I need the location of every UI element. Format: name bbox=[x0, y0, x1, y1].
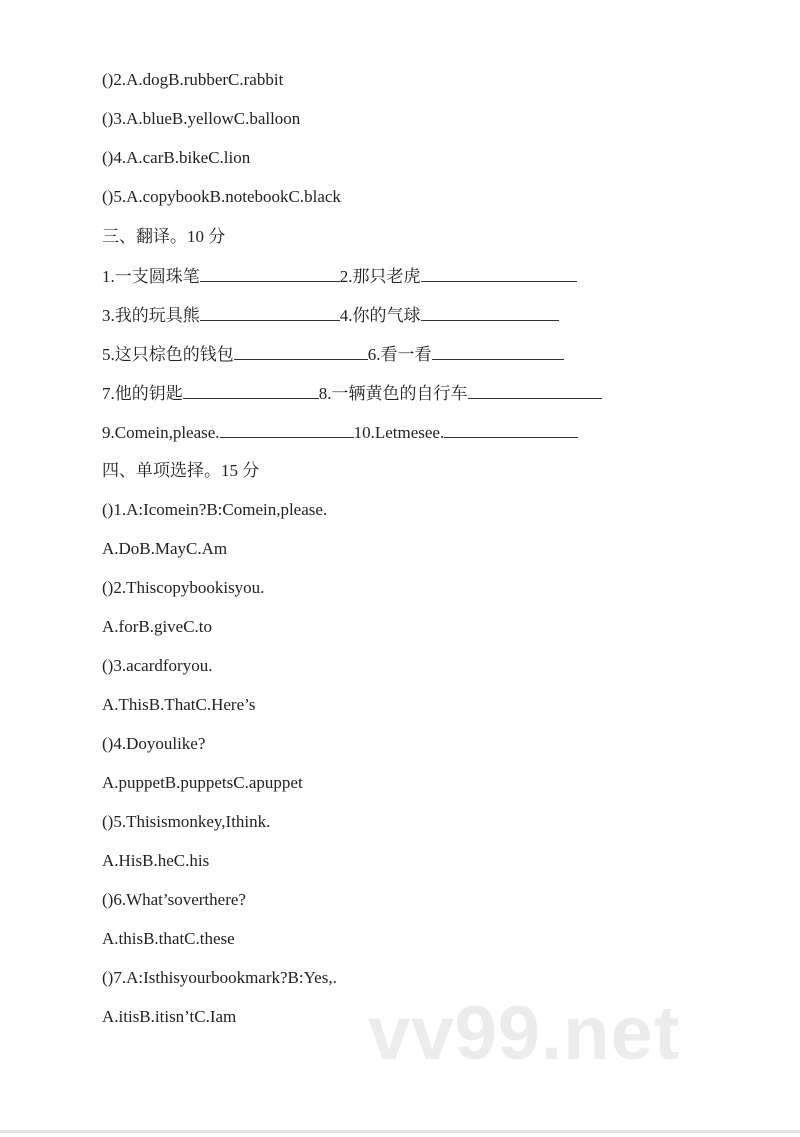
translation-prompt: 7.他的钥匙 bbox=[102, 384, 183, 403]
translation-prompt: 6.看一看 bbox=[367, 345, 432, 364]
translation-row bbox=[102, 265, 577, 288]
question-line: ()4.A.carB.bikeC.lion bbox=[102, 148, 251, 167]
question-line: ()4.Doyoulike? bbox=[102, 734, 206, 753]
translation-prompt: 1.一支圆珠笔 bbox=[102, 267, 200, 286]
translation-row bbox=[102, 421, 578, 444]
section-heading: 三、翻译。10 分 bbox=[102, 227, 226, 246]
question-line: ()7.A:Isthisyourbookmark?B:Yes,. bbox=[102, 968, 337, 987]
question-line: ()2.A.dogB.rubberC.rabbit bbox=[102, 70, 284, 89]
options-line: A.puppetB.puppetsC.apuppet bbox=[102, 773, 303, 792]
answer-blank[interactable] bbox=[234, 343, 368, 360]
translation-prompt: 8.一辆黄色的自行车 bbox=[318, 384, 468, 403]
watermark: vv99.net bbox=[368, 991, 681, 1076]
translation-prompt: 2.那只老虎 bbox=[339, 267, 421, 286]
answer-blank[interactable] bbox=[432, 343, 564, 360]
translation-row bbox=[102, 343, 564, 366]
options-line: A.HisB.heC.his bbox=[102, 851, 210, 870]
translation-row bbox=[102, 304, 559, 327]
answer-blank[interactable] bbox=[200, 265, 340, 282]
answer-blank[interactable] bbox=[421, 304, 559, 321]
options-line: A.DoB.MayC.Am bbox=[102, 539, 228, 558]
question-line: ()3.A.blueB.yellowC.balloon bbox=[102, 109, 301, 128]
answer-blank[interactable] bbox=[421, 265, 577, 282]
answer-blank[interactable] bbox=[200, 304, 340, 321]
question-line: ()5.Thisismonkey,Ithink. bbox=[102, 812, 271, 831]
options-line: A.forB.giveC.to bbox=[102, 617, 213, 636]
options-line: A.thisB.thatC.these bbox=[102, 929, 235, 948]
section-heading: 四、单项选择。15 分 bbox=[102, 461, 260, 480]
translation-prompt: 3.我的玩具熊 bbox=[102, 306, 200, 325]
translation-prompt: 4.你的气球 bbox=[339, 306, 421, 325]
question-line: ()2.Thiscopybookisyou. bbox=[102, 578, 265, 597]
translation-prompt: 10.Letmesee. bbox=[353, 423, 445, 442]
translation-prompt: 5.这只棕色的钱包 bbox=[102, 345, 234, 364]
question-line: ()5.A.copybookB.notebookC.black bbox=[102, 187, 341, 206]
answer-blank[interactable] bbox=[183, 382, 319, 399]
question-line: ()1.A:Icomein?B:Comein,please. bbox=[102, 500, 328, 519]
question-line: ()6.What’soverthere? bbox=[102, 890, 246, 909]
translation-row bbox=[102, 382, 602, 405]
page-bottom-divider bbox=[0, 1130, 800, 1133]
answer-blank[interactable] bbox=[220, 421, 354, 438]
answer-blank[interactable] bbox=[468, 382, 602, 399]
options-line: A.ThisB.ThatC.Here’s bbox=[102, 695, 256, 714]
question-line: ()3.acardforyou. bbox=[102, 656, 213, 675]
options-line: A.itisB.itisn’tC.Iam bbox=[102, 1007, 237, 1026]
translation-prompt: 9.Comein,please. bbox=[102, 423, 220, 442]
answer-blank[interactable] bbox=[444, 421, 578, 438]
